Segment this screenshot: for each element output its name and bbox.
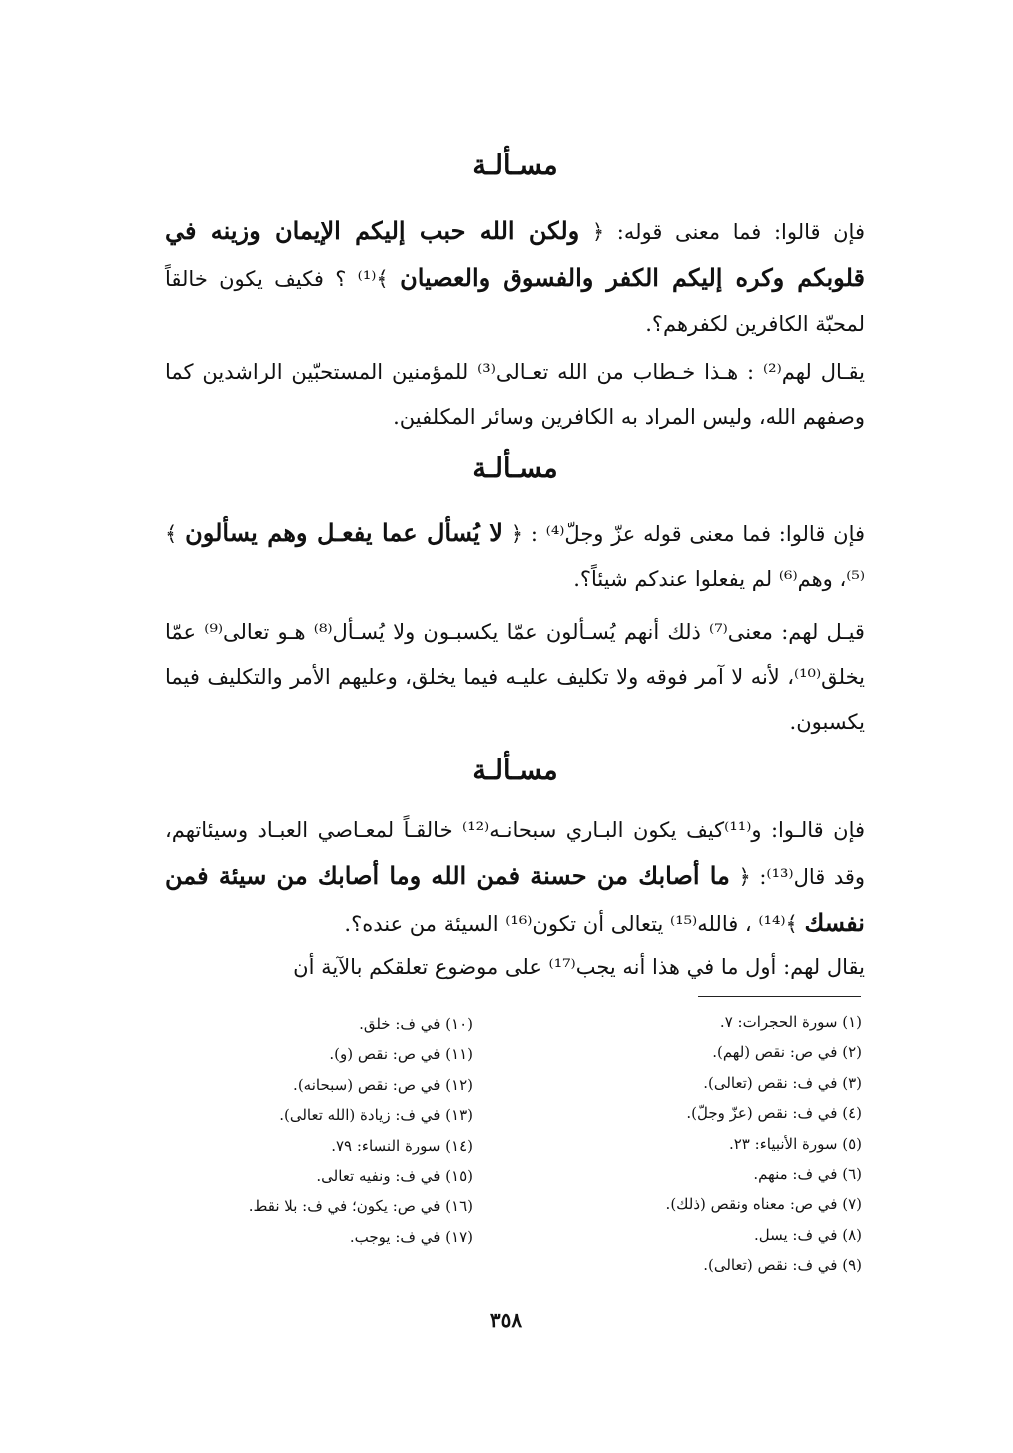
footnote-11: (١١) في ص: نقص (و). [329,1045,473,1064]
footnote-14: (١٤) سورة النساء: ٧٩. [331,1136,473,1155]
footnote-12: (١٢) في ص: نقص (سبحانه). [293,1075,473,1094]
footnote-17: (١٧) في ف: يوجب. [349,1227,473,1246]
answer-paragraph-2: قيـل لهم: معنى⁽⁷⁾ ذلك أنهم يُسـألون عمّا يكسبـون ولا يُسـأل⁽⁸⁾ هـو تعالى⁽⁹⁾ عمّا يخلق⁽¹⁰⁾، لأنه لا آمر فوقه ولا تكليف عليـه فيما يخلق، وعليهم الأمر والتكليف فيما يكسبون. [165,620,865,734]
footnote-8: (٨) في ف: يسل. [753,1225,862,1244]
page-number: ٣٥٨ [489,1308,523,1332]
question-paragraph-2 [165,510,865,602]
footnote-10: (١٠) في ف: خلق. [359,1015,473,1033]
section-heading-3: مسـألـة [472,755,558,786]
question-rest-3: ﴾⁽¹⁴⁾ ، فالله⁽¹⁵⁾ يتعالى أن تكون⁽¹⁶⁾ السيئة من عنده؟. [344,912,805,936]
section-heading-1: مسـألـة [472,150,558,181]
footnotes-left-column [150,1009,473,1252]
quran-verse-2: لا يُسأل عما يفعـل وهم يسألون [185,518,503,547]
footnote-16: (١٦) في ص: يكون؛ في ف: بلا نقط. [248,1197,473,1216]
question-intro-1: فإن قالوا: فما معنى قوله: ﴿ [579,220,865,244]
footnote-13: (١٣) في ف: زيادة (الله تعالى). [279,1106,473,1125]
footnote-1: (١) سورة الحجرات: ٧. [719,1013,862,1031]
question-intro-3: فإن قالـوا: و⁽¹¹⁾كيف يكون البـاري سبحانـه⁽¹²⁾ خالقـاً لمعـاصي العبـاد وسيئاتهم، وقد قال⁽¹³⁾: ﴿ [165,818,866,889]
question-intro-2: فإن قالوا: فما معنى قوله عزّ وجلّ⁽⁴⁾ : ﴿ [502,522,866,546]
footnotes-right-column [600,1007,862,1281]
footnote-7: (٧) في ص: معناه ونقص (ذلك). [665,1195,862,1214]
quran-verse-1: ولكن الله حبب إليكم الإيمان وزينه في قلوبكم وكره إليكم الكفر والفسوق والعصيان [165,216,865,292]
footnote-4: (٤) في ف: نقص (عزّ وجلّ). [686,1104,862,1123]
footnote-2: (٢) في ص: نقص (لهم). [712,1043,862,1062]
question-paragraph-1 [165,208,865,347]
answer-paragraph-3: يقال لهم: أول ما في هذا أنه يجب⁽¹⁷⁾ على موضوع تعلقكم بالآية أن [293,955,865,979]
footnote-9: (٩) في ف: نقص (تعالى). [703,1256,862,1275]
footnote-6: (٦) في ف: منهم. [753,1164,862,1183]
question-rest-1: ﴾⁽¹⁾ ؟ فكيف يكون خالقاً لمحبّة الكافرين لكفرهم؟. [165,267,865,336]
footnote-5: (٥) سورة الأنبياء: ٢٣. [728,1134,862,1153]
question-rest-2: ﴾⁽⁵⁾، وهم⁽⁶⁾ لم يفعلوا عندكم شيئاً؟. [165,522,865,591]
answer-paragraph-1: يقـال لهم⁽²⁾ : هـذا خـطاب من الله تعـالى⁽³⁾ للمؤمنين المستحبّين الراشدين كما وصفهم الله، وليس المراد به الكافرين وسائر المكلفين. [165,360,865,429]
quran-verse-3: ما أصابك من حسنة فمن الله وما أصابك من سيئة فمن نفسك [165,861,865,937]
footnote-separator [698,996,861,997]
footnote-15: (١٥) في ف: ونفيه تعالى. [316,1166,473,1185]
question-paragraph-3 [165,808,865,947]
section-heading-2: مسـألـة [472,453,558,484]
footnote-3: (٣) في ف: نقص (تعالى). [703,1073,862,1092]
